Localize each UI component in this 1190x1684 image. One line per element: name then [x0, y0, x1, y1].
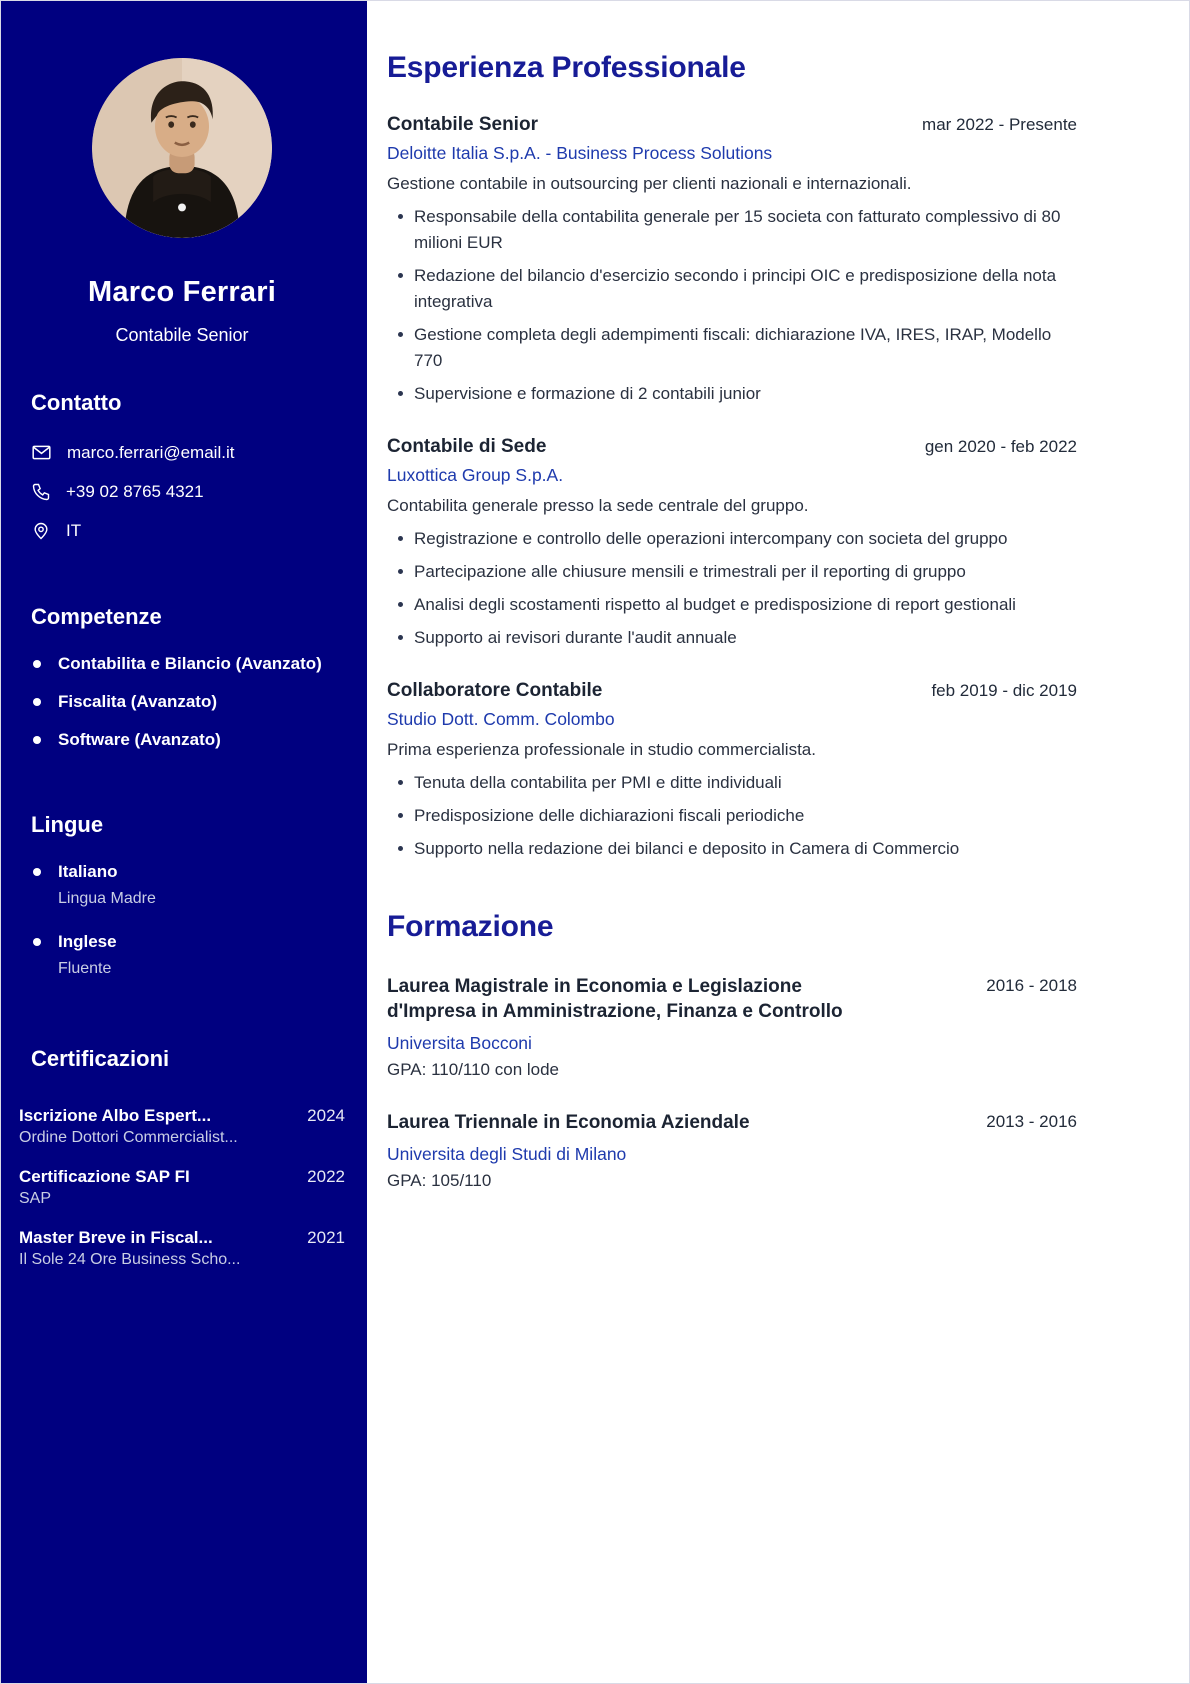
contact-email — [31, 442, 345, 463]
contact-phone — [31, 482, 345, 502]
education-entry — [387, 974, 1077, 1080]
job-summary: Prima esperienza professionale in studio commercialista. — [387, 740, 816, 759]
avatar — [92, 58, 272, 238]
job-company: Luxottica Group S.p.A. — [387, 465, 564, 485]
sidebar — [1, 1, 367, 1683]
education-section-heading: Formazione — [387, 910, 554, 943]
job-entry — [387, 436, 1077, 651]
job-summary: Contabilita generale presso la sede centrale del gruppo. — [387, 496, 809, 515]
job-bullet-list — [387, 204, 1077, 407]
languages-heading: Lingue — [31, 812, 104, 837]
education-gpa: GPA: 110/110 con lode — [387, 1060, 560, 1079]
education-title: Laurea Triennale in Economia Aziendale — [387, 1112, 750, 1133]
skills-heading: Competenze — [31, 604, 162, 629]
job-bullet: Gestione completa degli adempimenti fiscali: dichiarazione IVA, IRES, IRAP, Modello 770 — [387, 322, 1077, 374]
phone-value: +39 02 8765 4321 — [66, 482, 204, 501]
job-period: feb 2019 - dic 2019 — [931, 681, 1077, 700]
job-bullet: Registrazione e controllo delle operazioni intercompany con societa del gruppo — [387, 526, 1077, 552]
certifications-heading: Certificazioni — [31, 1046, 170, 1071]
job-company: Studio Dott. Comm. Colombo — [387, 709, 615, 729]
languages-list — [31, 862, 345, 1002]
job-bullet: Predisposizione delle dichiarazioni fiscali periodiche — [387, 803, 1077, 829]
job-bullet: Partecipazione alle chiusure mensili e trimestrali per il reporting di gruppo — [387, 559, 1077, 585]
education-period: 2016 - 2018 — [986, 976, 1077, 995]
certification-year: 2021 — [307, 1228, 345, 1247]
person-name: Marco Ferrari — [88, 276, 276, 308]
certification-item — [19, 1106, 345, 1147]
job-bullet: Supporto ai revisori durante l'audit annuale — [387, 625, 1077, 651]
job-title: Collaboratore Contabile — [387, 680, 603, 701]
certification-org: Il Sole 24 Ore Business Scho... — [19, 1251, 241, 1268]
location-pin-icon — [31, 521, 51, 541]
job-bullet: Supporto nella redazione dei bilanci e deposito in Camera di Commercio — [387, 836, 1077, 862]
job-period: mar 2022 - Presente — [922, 115, 1077, 134]
education-entry — [387, 1110, 1077, 1191]
job-company: Deloitte Italia S.p.A. - Business Process Solutions — [387, 143, 773, 163]
certification-item — [19, 1167, 345, 1208]
certification-org: SAP — [19, 1190, 52, 1207]
language-item — [31, 932, 345, 978]
job-summary: Gestione contabile in outsourcing per clienti nazionali e internazionali. — [387, 174, 912, 193]
job-entry — [387, 680, 1077, 862]
certification-year: 2024 — [307, 1106, 345, 1125]
main-content — [367, 1, 1189, 1683]
email-value: marco.ferrari@email.it — [67, 442, 235, 462]
certification-item — [19, 1228, 345, 1269]
job-bullet-list — [387, 526, 1077, 651]
certification-title: Iscrizione Albo Espert... — [19, 1106, 212, 1125]
certifications-list — [19, 1086, 345, 1269]
certification-org: Ordine Dottori Commercialist... — [19, 1129, 238, 1146]
job-title: Contabile Senior — [387, 114, 538, 135]
location-value: IT — [66, 521, 82, 540]
phone-icon — [31, 482, 51, 502]
job-title: Contabile di Sede — [387, 436, 547, 457]
skills-list — [31, 654, 345, 768]
skill-item: Fiscalita (Avanzato) — [31, 692, 345, 712]
certification-title: Master Breve in Fiscal... — [19, 1228, 213, 1247]
language-name: Italiano — [58, 862, 118, 881]
experience-section-heading: Esperienza Professionale — [387, 51, 746, 84]
job-entry — [387, 114, 1077, 407]
language-item — [31, 862, 345, 908]
job-bullet: Responsabile della contabilita generale per 15 societa con fatturato complessivo di 80 milioni EUR — [387, 204, 1077, 256]
avatar-portrait-illustration — [92, 58, 272, 238]
education-title: Laurea Magistrale in Economia e Legislazione d'Impresa in Amministrazione, Finanza e Controllo — [387, 976, 843, 1022]
job-bullet-list — [387, 770, 1077, 862]
email-icon — [31, 442, 52, 463]
contact-heading: Contatto — [31, 390, 122, 415]
language-level: Fluente — [58, 960, 112, 977]
certification-year: 2022 — [307, 1167, 345, 1186]
job-bullet: Redazione del bilancio d'esercizio secondo i principi OIC e predisposizione della nota integrativa — [387, 263, 1077, 315]
job-bullet: Supervisione e formazione di 2 contabili junior — [387, 381, 1077, 407]
skill-item: Software (Avanzato) — [31, 730, 345, 750]
job-period: gen 2020 - feb 2022 — [924, 437, 1077, 456]
certification-title: Certificazione SAP FI — [19, 1167, 190, 1186]
job-bullet: Analisi degli scostamenti rispetto al budget e predisposizione di report gestionali — [387, 592, 1077, 618]
language-level: Lingua Madre — [58, 890, 156, 907]
language-name: Inglese — [58, 932, 117, 951]
skill-item: Contabilita e Bilancio (Avanzato) — [31, 654, 345, 674]
education-school: Universita degli Studi di Milano — [387, 1144, 627, 1164]
person-role: Contabile Senior — [115, 325, 249, 345]
education-period: 2013 - 2016 — [986, 1112, 1077, 1131]
contact-location — [31, 521, 345, 541]
job-bullet: Tenuta della contabilita per PMI e ditte individuali — [387, 770, 1077, 796]
contact-list — [31, 442, 345, 560]
education-gpa: GPA: 105/110 — [387, 1171, 492, 1190]
education-school: Universita Bocconi — [387, 1033, 532, 1053]
